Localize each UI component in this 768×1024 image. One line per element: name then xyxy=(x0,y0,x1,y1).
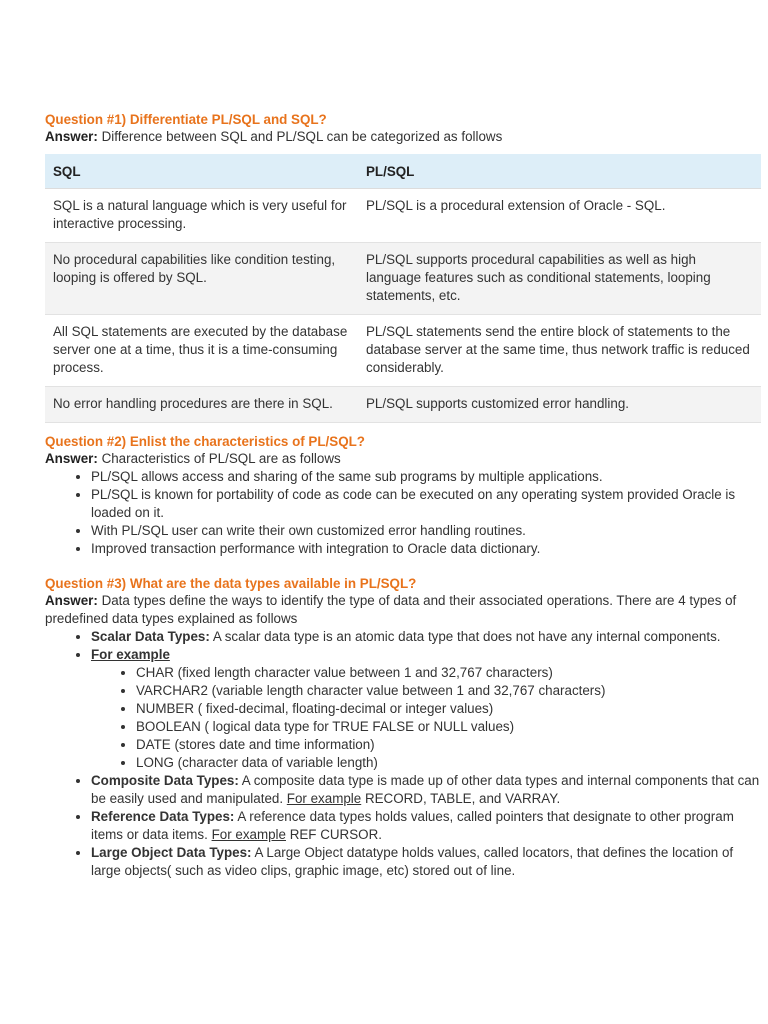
list-item: • With PL/SQL user can write their own customized error handling routines. xyxy=(91,522,761,540)
list-item: • DATE (stores date and time information) xyxy=(136,736,761,754)
composite-text: A composite data type is made up of other data types and internal components that can be easily used and manipulated. xyxy=(91,773,760,806)
question-2-answer xyxy=(45,450,761,468)
answer-text: Difference between SQL and PL/SQL can be categorized as follows xyxy=(97,129,503,144)
list-item: • PL/SQL is known for portability of code as code can be executed on any operating system provided Oracle is loaded on it. xyxy=(91,486,761,522)
table-header-sql: SQL xyxy=(45,154,358,189)
scalar-examples-list xyxy=(91,664,761,772)
document-page xyxy=(45,111,761,880)
table-row xyxy=(45,189,761,243)
list-item: • VARCHAR2 (variable length character value between 1 and 32,767 characters) xyxy=(136,682,761,700)
answer-text: Data types define the ways to identify the type of data and their associated operations. There are 4 types of predefined data types explained as follows xyxy=(45,593,737,626)
table-cell: PL/SQL supports procedural capabilities as well as high language features such as conditional statements, looping statements, etc. xyxy=(358,243,761,315)
reference-example-label: For example xyxy=(211,827,286,842)
answer-label: Answer: xyxy=(45,593,98,608)
reference-label: Reference Data Types: xyxy=(91,809,235,824)
reference-tail: REF CURSOR. xyxy=(285,827,382,842)
list-item-scalar xyxy=(91,628,761,646)
table-cell: All SQL statements are executed by the database server one at a time, thus it is a time-consuming process. xyxy=(45,315,358,387)
table-cell: SQL is a natural language which is very useful for interactive processing. xyxy=(45,189,358,243)
question-3-answer xyxy=(45,592,761,628)
question-3-title: Question #3) What are the data types available in PL/SQL? xyxy=(45,576,417,591)
scalar-text: A scalar data type is an atomic data type that does not have any internal components. xyxy=(209,629,721,644)
data-types-list xyxy=(45,628,761,880)
table-row xyxy=(45,315,761,387)
sql-vs-plsql-table xyxy=(45,154,761,423)
composite-example-label: For example xyxy=(286,791,362,806)
table-cell: PL/SQL supports customized error handling. xyxy=(358,387,761,423)
table-row xyxy=(45,387,761,423)
answer-label: Answer: xyxy=(45,129,98,144)
composite-tail: RECORD, TABLE, and VARRAY. xyxy=(361,791,561,806)
list-item-composite xyxy=(91,772,761,808)
lob-label: Large Object Data Types: xyxy=(91,845,252,860)
table-cell: No procedural capabilities like condition testing, looping is offered by SQL. xyxy=(45,243,358,315)
list-item: • CHAR (fixed length character value between 1 and 32,767 characters) xyxy=(136,664,761,682)
scalar-label: Scalar Data Types: xyxy=(91,629,210,644)
list-item-for-example xyxy=(91,646,761,772)
composite-label: Composite Data Types: xyxy=(91,773,239,788)
answer-label: Answer: xyxy=(45,451,98,466)
reference-text: A reference data types holds values, called pointers that designate to other program items or data items. xyxy=(91,809,734,842)
characteristics-list xyxy=(45,468,761,558)
table-header-row xyxy=(45,154,761,189)
list-item-large-object xyxy=(91,844,761,880)
for-example-heading: For example xyxy=(91,647,170,662)
question-2-title: Question #2) Enlist the characteristics of PL/SQL? xyxy=(45,434,365,449)
table-cell: PL/SQL is a procedural extension of Oracle - SQL. xyxy=(358,189,761,243)
table-row xyxy=(45,243,761,315)
table-cell: PL/SQL statements send the entire block of statements to the database server at the same time, thus network traffic is reduced considerably. xyxy=(358,315,761,387)
lob-text: A Large Object datatype holds values, called locators, that defines the location of large objects( such as video clips, graphic image, etc) stored out of line. xyxy=(91,845,734,878)
list-item: • Improved transaction performance with integration to Oracle data dictionary. xyxy=(91,540,761,558)
question-1-title: Question #1) Differentiate PL/SQL and SQL? xyxy=(45,112,327,127)
list-item: • NUMBER ( fixed-decimal, floating-decimal or integer values) xyxy=(136,700,761,718)
list-item-reference xyxy=(91,808,761,844)
table-cell: No error handling procedures are there in SQL. xyxy=(45,387,358,423)
answer-text: Characteristics of PL/SQL are as follows xyxy=(97,451,341,466)
list-item: • LONG (character data of variable length) xyxy=(136,754,761,772)
list-item: • PL/SQL allows access and sharing of the same sub programs by multiple applications. xyxy=(91,468,761,486)
table-header-plsql: PL/SQL xyxy=(358,154,761,189)
question-1-answer xyxy=(45,128,761,146)
list-item: • BOOLEAN ( logical data type for TRUE FALSE or NULL values) xyxy=(136,718,761,736)
